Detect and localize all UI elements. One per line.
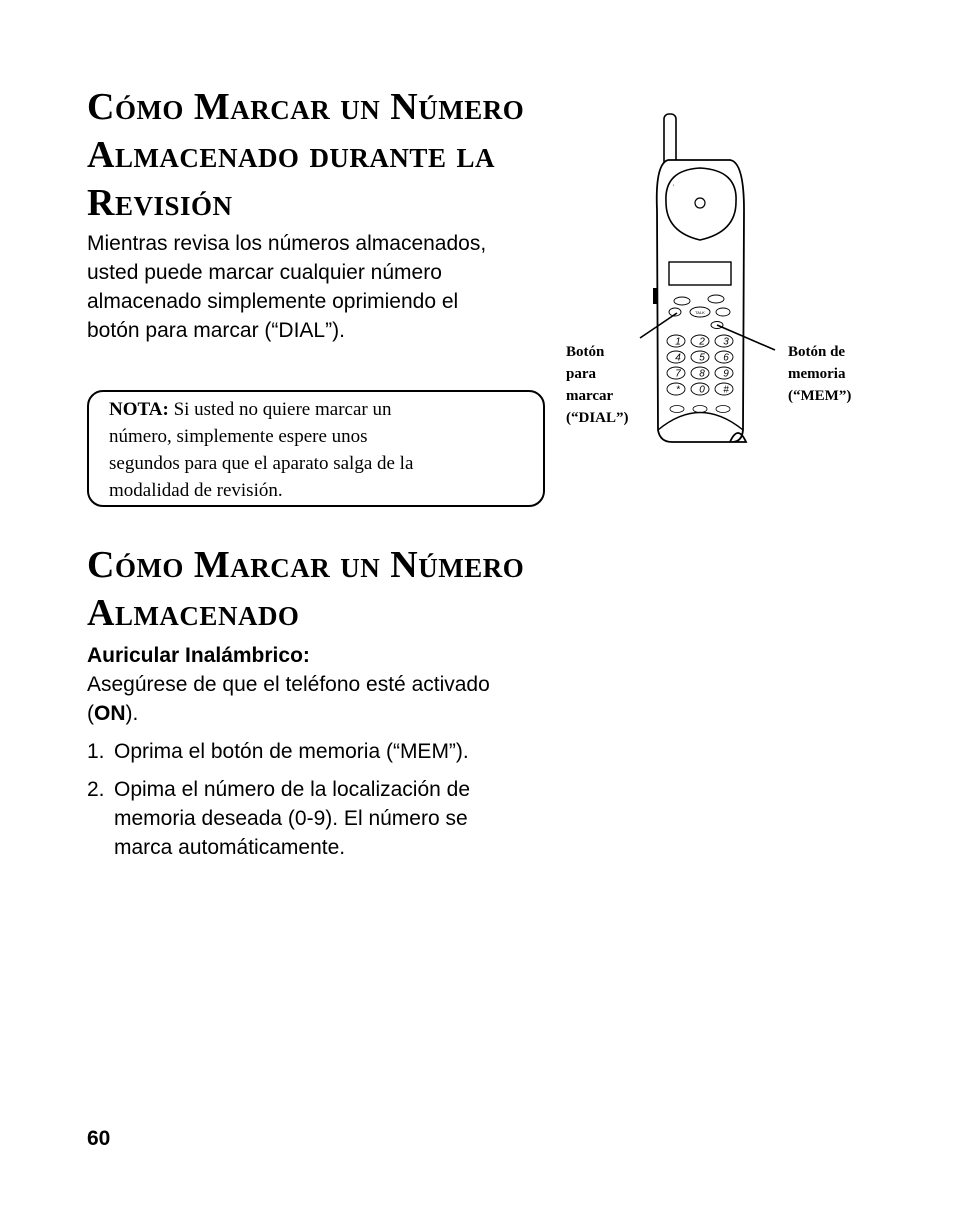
callout-line: Botón <box>566 344 605 360</box>
side-button <box>653 288 658 304</box>
note-line <box>109 396 529 423</box>
step-number: 1. <box>87 740 105 763</box>
note-line: modalidad de revisión. <box>109 480 283 501</box>
steps-list <box>87 737 537 871</box>
display-screen <box>669 262 731 285</box>
keypad-key-label: 5 <box>699 352 705 364</box>
callout-line: (“MEM”) <box>788 388 852 404</box>
note-line: segundos para que el aparato salga de la <box>109 453 414 474</box>
keypad-key-label: # <box>723 384 729 396</box>
keypad-key-label: 8 <box>699 368 705 380</box>
keypad-key-label: * <box>676 384 680 396</box>
callout-line: marcar <box>566 388 614 404</box>
heading-line: Revisión <box>87 182 233 224</box>
review-instructions-paragraph <box>87 229 486 345</box>
callout-line: Botón de <box>788 344 846 360</box>
keypad-key-label: 9 <box>723 368 729 380</box>
keypad-key-label: 6 <box>723 352 729 364</box>
intro-paragraph <box>87 670 490 728</box>
paragraph-line: usted puede marcar cualquier número <box>87 261 442 284</box>
heading-line: Almacenado durante la <box>87 134 495 176</box>
heading-line: Cómo Marcar un Número <box>87 86 525 128</box>
intro-open-paren: ( <box>87 702 94 725</box>
step-line: Opima el número de la localización de <box>114 778 471 801</box>
paragraph-line: almacenado simplemente oprimiendo el <box>87 290 459 313</box>
mem-button-callout <box>788 341 851 407</box>
step-number: 2. <box>87 778 105 801</box>
step-item <box>87 737 537 766</box>
note-text: Si usted no quiere marcar un <box>168 399 392 420</box>
heading-line: Almacenado <box>87 592 300 634</box>
step-line: marca automáticamente. <box>114 836 346 859</box>
on-keyword: ON <box>94 702 126 725</box>
keypad-key-label: 2 <box>699 336 705 348</box>
callout-line: (“DIAL”) <box>566 410 629 426</box>
note-box <box>87 390 545 507</box>
keypad-key-label: 4 <box>675 352 681 364</box>
paragraph-line: botón para marcar (“DIAL”). <box>87 319 345 342</box>
page-number: 60 <box>87 1127 111 1150</box>
note-line: número, simplemente espere unos <box>109 426 368 447</box>
step-line: Oprima el botón de memoria (“MEM”). <box>114 740 469 763</box>
paragraph-line: Mientras revisa los números almacenados, <box>87 232 487 255</box>
step-item <box>87 775 537 862</box>
keypad-key-label: 3 <box>723 336 729 348</box>
subheading-text: Auricular Inalámbrico: <box>87 644 310 667</box>
intro-line <box>87 699 490 728</box>
keypad-key-label: 7 <box>675 368 681 380</box>
heading-line: Cómo Marcar un Número <box>87 544 525 586</box>
section-heading-dial-during-review <box>87 83 524 227</box>
intro-close-paren: ). <box>125 702 139 725</box>
subheading-cordless-handset <box>87 641 310 670</box>
dial-button-callout <box>566 341 629 429</box>
callout-line: para <box>566 366 596 382</box>
handset-body <box>657 160 746 442</box>
callout-line: memoria <box>788 366 846 382</box>
section-heading-dial-stored-number <box>87 541 524 637</box>
keypad-key-label: 1 <box>675 336 681 348</box>
intro-line: Asegúrese de que el teléfono esté activado <box>87 673 490 696</box>
note-label: NOTA: <box>109 399 169 420</box>
step-line: memoria deseada (0-9). El número se <box>114 807 468 830</box>
keypad-key-label: 0 <box>699 384 705 396</box>
talk-label: TALK <box>695 310 705 315</box>
